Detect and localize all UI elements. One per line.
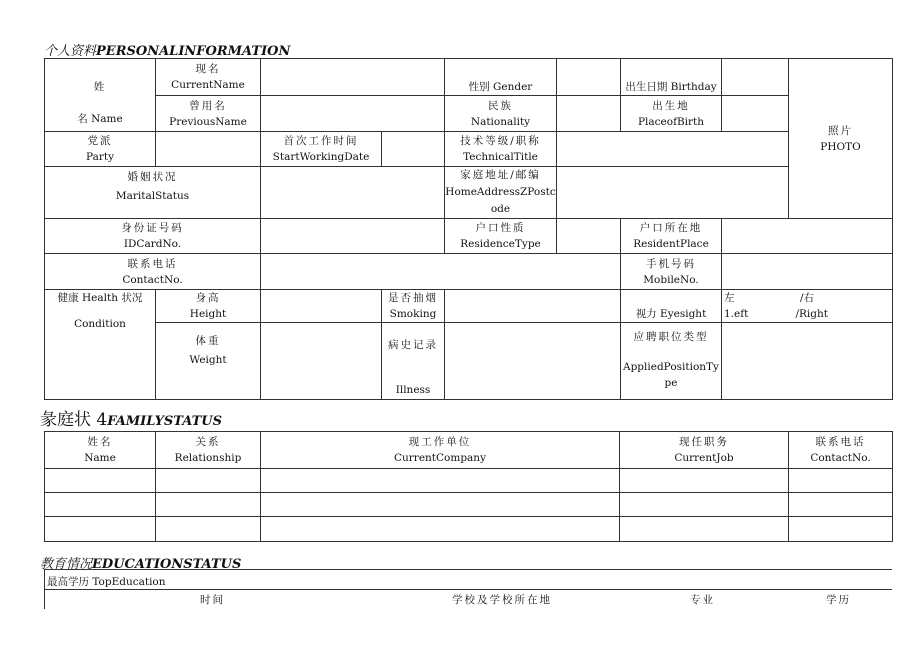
previous-name-label: 曾用名 PreviousName: [156, 96, 261, 132]
family-cell[interactable]: [620, 493, 789, 517]
tech-title-label: 技术等级/职称 TechnicalTitle: [445, 132, 557, 167]
mobile-label: 手机号码 MobileNo.: [621, 254, 722, 290]
family-header-name: 姓名 Name: [45, 432, 156, 469]
family-cell[interactable]: [261, 517, 620, 542]
family-header-company: 现工作单位 CurrentCompany: [261, 432, 620, 469]
height-label: 身高 Height: [156, 290, 261, 323]
birthplace-label: 出生地 PlaceofBirth: [621, 96, 722, 132]
marital-label: 婚姻状况 MaritalStatus: [45, 167, 261, 219]
resident-place-label: 户口所在地 ResidentPlace: [621, 219, 722, 254]
contact-field[interactable]: [261, 254, 621, 290]
height-field[interactable]: [261, 290, 382, 323]
current-name-label: 现名 CurrentName: [156, 59, 261, 96]
marital-field[interactable]: [261, 167, 445, 219]
name-label-cell: 姓 名 Name: [45, 59, 156, 132]
home-address-label: 家庭地址/邮编 HomeAddressZPostcode: [445, 167, 557, 219]
smoking-label: 是否抽烟 Smoking: [382, 290, 445, 323]
education-header-school: 学校及学校所在地: [452, 594, 552, 606]
family-section-title: 彖庭状 4FAMILYSTATUS: [40, 410, 222, 430]
family-cell[interactable]: [620, 469, 789, 493]
party-label: 党派 Party: [45, 132, 156, 167]
nationality-label: 民族 Nationality: [445, 96, 557, 132]
gender-field[interactable]: [557, 59, 621, 96]
idcard-field[interactable]: [261, 219, 445, 254]
family-cell[interactable]: [45, 517, 156, 542]
family-cell[interactable]: [156, 517, 261, 542]
illness-label: 病史记录 Illness: [382, 323, 445, 400]
education-header-degree: 学历: [826, 594, 851, 606]
family-cell[interactable]: [156, 469, 261, 493]
start-work-field[interactable]: [382, 132, 445, 167]
weight-label: 体重 Weight: [156, 323, 261, 400]
education-section-title: 教育情况EDUCATIONSTATUS: [40, 557, 242, 572]
family-cell[interactable]: [789, 469, 893, 493]
family-cell[interactable]: [45, 493, 156, 517]
personal-info-table: [44, 58, 893, 400]
family-cell[interactable]: [620, 517, 789, 542]
birthday-label: 出生日期 Birthday: [621, 59, 722, 96]
contact-label: 联系电话 ContactNo.: [45, 254, 261, 290]
personal-section-title: 个人资料PERSONALINFORMATION: [44, 44, 291, 59]
table-row: [45, 517, 893, 542]
residence-type-field[interactable]: [557, 219, 621, 254]
resident-place-field[interactable]: [722, 219, 893, 254]
family-cell[interactable]: [789, 517, 893, 542]
tech-title-field[interactable]: [557, 132, 789, 167]
home-address-field[interactable]: [557, 167, 789, 219]
photo-cell[interactable]: 照片 PHOTO: [789, 59, 893, 219]
residence-type-label: 户口性质 ResidenceType: [445, 219, 557, 254]
illness-field[interactable]: [445, 323, 621, 400]
party-field[interactable]: [156, 132, 261, 167]
education-header-time: 时间: [200, 594, 225, 606]
health-label: 健康 Health 状况 Condition: [45, 290, 156, 400]
top-education-label: 最高学历 TopEducation: [47, 576, 166, 588]
family-cell[interactable]: [789, 493, 893, 517]
table-row: [45, 469, 893, 493]
gender-label: 性别 Gender: [445, 59, 557, 96]
eyesight-field[interactable]: 左 /右 1.eft /Right: [722, 290, 893, 323]
education-header-major: 专业: [690, 594, 715, 606]
family-cell[interactable]: [261, 469, 620, 493]
family-header-contact: 联系电话 ContactNo.: [789, 432, 893, 469]
applied-position-label: 应聘职位类型 AppliedPositionType: [621, 323, 722, 400]
family-cell[interactable]: [156, 493, 261, 517]
family-header-relationship: 关系 Relationship: [156, 432, 261, 469]
previous-name-field[interactable]: [261, 96, 445, 132]
eyesight-label: 视力 Eyesight: [621, 290, 722, 323]
birthday-field[interactable]: [722, 59, 789, 96]
family-table: [44, 431, 893, 542]
education-row-border: [44, 589, 892, 590]
weight-field[interactable]: [261, 323, 382, 400]
family-cell[interactable]: [261, 493, 620, 517]
smoking-field[interactable]: [445, 290, 621, 323]
applied-position-field[interactable]: [722, 323, 893, 400]
table-row: [45, 493, 893, 517]
family-cell[interactable]: [45, 469, 156, 493]
family-header-job: 现任职务 CurrentJob: [620, 432, 789, 469]
education-top-border: [44, 569, 892, 570]
mobile-field[interactable]: [722, 254, 893, 290]
start-work-label: 首次工作时间 StartWorkingDate: [261, 132, 382, 167]
current-name-field[interactable]: [261, 59, 445, 96]
nationality-field[interactable]: [557, 96, 621, 132]
idcard-label: 身份证号码 IDCardNo.: [45, 219, 261, 254]
birthplace-field[interactable]: [722, 96, 789, 132]
